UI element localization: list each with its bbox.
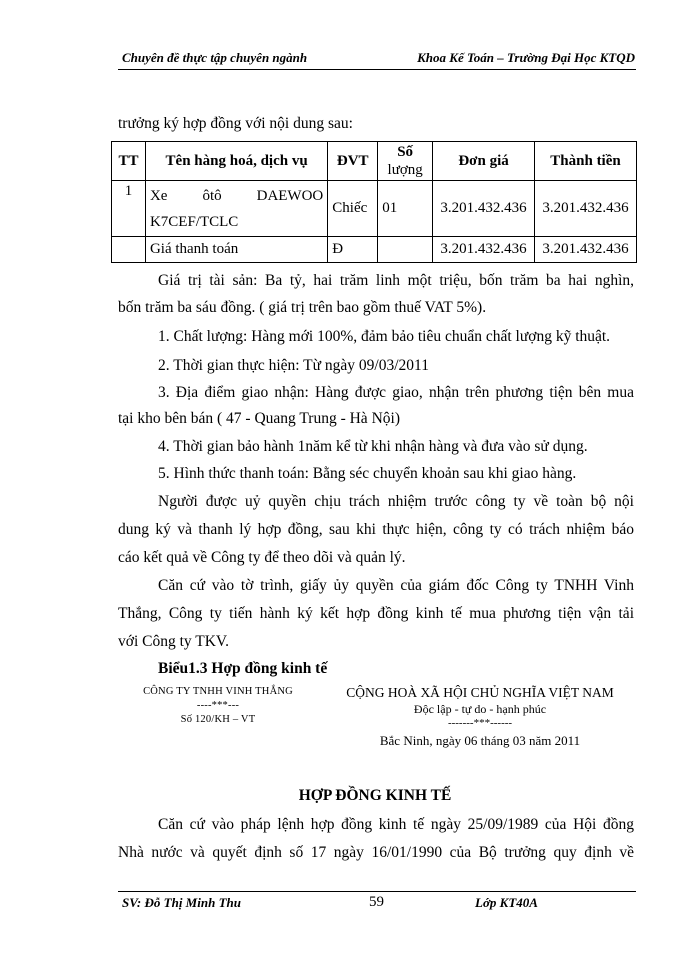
- document-date: Bắc Ninh, ngày 06 tháng 03 năm 2011: [379, 733, 581, 748]
- goods-table: [111, 141, 637, 263]
- company-stars: ----***---: [196, 700, 240, 711]
- republic-stars: -------***------: [447, 717, 513, 729]
- basis-line1: Căn cứ vào tờ trình, giấy ủy quyền của giám đốc Công ty TNHH Vinh: [158, 577, 634, 594]
- cell-name: [145, 181, 327, 237]
- running-header: [122, 50, 635, 70]
- col-header-tt: TT: [112, 142, 146, 181]
- col-header-unit: ĐVT: [328, 142, 378, 181]
- company-block: [118, 685, 318, 727]
- term-quality: 1. Chất lượng: Hàng mới 100%, đảm bảo tiêu chuẩn chất lượng kỹ thuật.: [158, 328, 611, 345]
- republic-motto: Độc lập - tự do - hạnh phúc: [413, 702, 547, 716]
- cell-price: 3.201.432.436: [433, 237, 535, 263]
- cell-tt: 1: [112, 181, 146, 237]
- intro-text: trưởng ký hợp đồng với nội dung sau:: [118, 115, 353, 132]
- contract-text-line2: Nhà nước và quyết định số 17 ngày 16/01/1990 của Bộ trưởng quy định về: [118, 844, 634, 861]
- footer-student: SV: Đỗ Thị Minh Thu: [122, 895, 241, 910]
- republic-name: CỘNG HOÀ XÃ HỘI CHỦ NGHĨA VIỆT NAM: [346, 685, 614, 700]
- company-name: CÔNG TY TNHH VINH THẮNG: [143, 686, 293, 697]
- cell-name-line1: [150, 183, 323, 209]
- col-header-qty-line2: lượng: [387, 162, 423, 178]
- col-header-total: Thành tiền: [535, 142, 637, 181]
- basis-line3: với Công ty TKV.: [118, 633, 229, 650]
- authority-line2: dung ký và thanh lý hợp đồng, sau khi thực hiện, công ty có trách nhiệm báo: [118, 521, 634, 538]
- value-line-1: Giá trị tài sản: Ba tỷ, hai trăm linh một triệu, bốn trăm ba hai nghìn,: [158, 272, 634, 289]
- col-header-price: Đơn giá: [433, 142, 535, 181]
- table-row: [112, 237, 637, 263]
- cell-total: 3.201.432.436: [535, 237, 637, 263]
- table-header-row: [112, 142, 637, 181]
- col-header-qty: [378, 142, 433, 181]
- header-left: Chuyên đề thực tập chuyên ngành: [122, 50, 308, 65]
- footer-class: Lớp KT40A: [475, 895, 538, 910]
- cell-name-word1: Xe: [149, 187, 168, 204]
- republic-block: [322, 684, 638, 752]
- basis-line2: Thắng, Công ty tiến hành ký kết hợp đồng kinh tế mua phương tiện vận tải: [118, 605, 634, 622]
- contract-title: HỢP ĐỒNG KINH TẾ: [298, 787, 452, 804]
- cell-name-word2: ôtô: [202, 187, 222, 204]
- term-payment: 5. Hình thức thanh toán: Bằng séc chuyển khoản sau khi giao hàng.: [158, 465, 577, 482]
- authority-line1: Người được uỷ quyền chịu trách nhiệm trước công ty về toàn bộ nội: [158, 493, 634, 510]
- term-warranty: 4. Thời gian bảo hành 1năm kể từ khi nhận hàng và đưa vào sử dụng.: [158, 438, 588, 455]
- figure-caption: Biểu1.3 Hợp đồng kinh tế: [158, 660, 328, 677]
- footer-divider: [118, 891, 636, 892]
- col-header-name: Tên hàng hoá, dịch vụ: [145, 142, 327, 181]
- value-line-2: bốn trăm ba sáu đồng. ( giá trị trên bao gồm thuế VAT 5%).: [118, 299, 487, 316]
- term-location-line1: 3. Địa điểm giao nhận: Hàng được giao, nhận trên phương tiện bên mua: [158, 384, 634, 401]
- term-location-line2: tại kho bên bán ( 47 - Quang Trung - Hà Nội): [118, 410, 400, 427]
- header-divider: [118, 69, 636, 70]
- cell-name: Giá thanh toán: [145, 237, 327, 263]
- cell-unit: Đ: [328, 237, 378, 263]
- cell-qty-empty: [378, 237, 433, 263]
- table-row: [112, 181, 637, 237]
- cell-price: 3.201.432.436: [433, 181, 535, 237]
- company-doc-number: Số 120/KH – VT: [180, 714, 256, 725]
- header-right: Khoa Kế Toán – Trường Đại Học KTQD: [417, 50, 635, 65]
- running-footer: [122, 895, 635, 915]
- cell-name-word3: DAEWOO: [256, 187, 324, 204]
- cell-total: 3.201.432.436: [535, 181, 637, 237]
- cell-unit: Chiếc: [328, 181, 378, 237]
- term-duration: 2. Thời gian thực hiện: Từ ngày 09/03/2011: [158, 357, 429, 374]
- col-header-qty-line1: Số: [397, 144, 414, 160]
- contract-text-line1: Căn cứ vào pháp lệnh hợp đồng kinh tế ngày 25/09/1989 của Hội đồng: [158, 816, 634, 833]
- cell-qty: 01: [378, 181, 433, 237]
- cell-tt-empty: [112, 237, 146, 263]
- page-number: 59: [369, 894, 384, 910]
- authority-line3: cáo kết quả về Công ty để theo dõi và quản lý.: [118, 549, 406, 566]
- cell-name-line2: K7CEF/TCLC: [149, 213, 239, 230]
